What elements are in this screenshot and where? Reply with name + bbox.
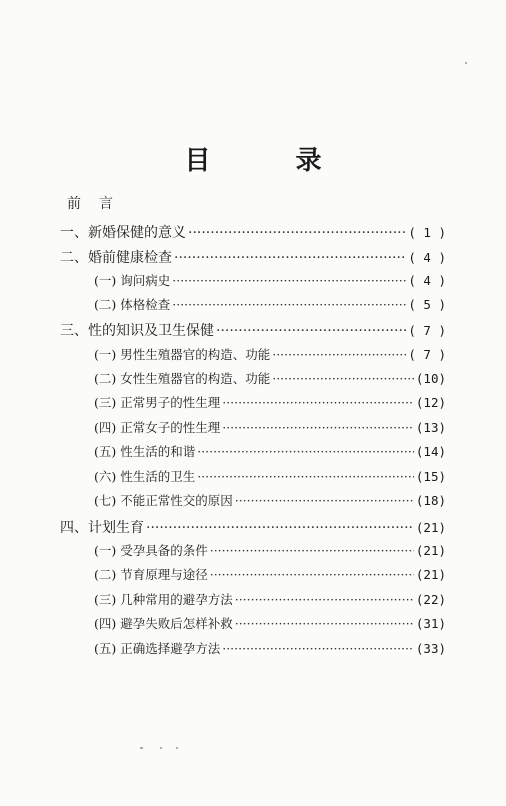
toc-page-number: ( 1 )	[408, 225, 446, 240]
toc-entry	[60, 320, 446, 340]
toc-leader-dots	[172, 297, 406, 312]
toc-page-number: ( 7 )	[408, 347, 446, 362]
toc-entry	[94, 295, 446, 315]
toc-entry-label: (五) 性生活的和谐	[94, 444, 196, 459]
scan-speck	[465, 62, 467, 64]
preface-heading: 前言	[67, 196, 131, 212]
toc-entry-label: 一、新婚保健的意义	[60, 225, 186, 241]
toc-entry-label: (一) 受孕具备的条件	[94, 543, 208, 558]
toc-leader-dots	[222, 641, 414, 656]
toc-entry-label: (一) 询问病史	[94, 273, 171, 288]
toc-entry	[94, 565, 446, 585]
scan-speck	[176, 747, 178, 749]
toc-page-number: ( 4 )	[408, 250, 446, 265]
toc-leader-dots	[172, 273, 406, 288]
toc-page-number: (31)	[415, 616, 446, 631]
page-title: 目 录	[184, 146, 360, 176]
toc-page-number: ( 7 )	[408, 323, 446, 338]
toc-entry	[60, 222, 446, 242]
toc-entry	[94, 271, 446, 291]
toc-leader-dots	[272, 347, 406, 362]
toc-entry	[60, 247, 446, 267]
toc-leader-dots	[235, 493, 414, 508]
toc-entry-label: (七) 不能正常性交的原因	[94, 493, 233, 508]
toc-entry	[94, 541, 446, 561]
toc-entry	[60, 517, 446, 537]
toc-entry-label: (六) 性生活的卫生	[94, 469, 196, 484]
toc-page-number: (22)	[415, 592, 446, 607]
toc-page-number: (21)	[415, 520, 446, 535]
toc-leader-dots	[272, 371, 414, 386]
toc-leader-dots	[188, 225, 406, 241]
toc-entry	[94, 393, 446, 413]
toc-page-number: (18)	[415, 493, 446, 508]
toc-page-number: (21)	[415, 543, 446, 558]
toc-page-number: (12)	[415, 395, 446, 410]
toc-entry-label: 三、性的知识及卫生保健	[60, 323, 214, 339]
toc-page-number: (21)	[415, 567, 446, 582]
toc-page-number: (14)	[415, 444, 446, 459]
toc-entry	[94, 590, 446, 610]
toc-entry-label: (三) 正常男子的性生理	[94, 395, 221, 410]
toc-leader-dots	[235, 592, 414, 607]
toc-entry	[94, 345, 446, 365]
toc-leader-dots	[210, 567, 414, 582]
toc-entry-label: (五) 正确选择避孕方法	[94, 641, 221, 656]
toc-entry-label: (二) 体格检查	[94, 297, 171, 312]
toc-leader-dots	[235, 616, 414, 631]
toc-entry-label: (三) 几种常用的避孕方法	[94, 592, 233, 607]
scan-speck	[160, 747, 162, 749]
toc-page-number: ( 5 )	[408, 297, 446, 312]
toc-entry-label: (四) 正常女子的性生理	[94, 420, 221, 435]
toc-page-number: (10)	[415, 371, 446, 386]
toc-entry-label: (一) 男性生殖器官的构造、功能	[94, 347, 271, 362]
toc-page-number: (15)	[415, 469, 446, 484]
toc-leader-dots	[146, 520, 414, 536]
toc-leader-dots	[210, 543, 414, 558]
toc-entry	[94, 491, 446, 511]
toc-entry-label: (四) 避孕失败后怎样补救	[94, 616, 233, 631]
toc-page-number: (33)	[415, 641, 446, 656]
toc-leader-dots	[197, 469, 414, 484]
toc-entry-label: 四、计划生育	[60, 520, 144, 536]
toc-leader-dots	[222, 395, 414, 410]
scan-speck	[140, 747, 143, 749]
toc-page-number: ( 4 )	[408, 273, 446, 288]
toc-leader-dots	[222, 420, 414, 435]
toc-page-number: (13)	[415, 420, 446, 435]
toc-leader-dots	[197, 444, 414, 459]
toc-entry-label: (二) 节育原理与途径	[94, 567, 208, 582]
toc-entry	[94, 467, 446, 487]
toc-entry	[94, 639, 446, 659]
toc-entry-label: (二) 女性生殖器官的构造、功能	[94, 371, 271, 386]
toc-leader-dots	[174, 250, 406, 266]
toc-entry	[94, 442, 446, 462]
toc-entry	[94, 369, 446, 389]
toc-entry-label: 二、婚前健康检查	[60, 250, 172, 266]
toc-leader-dots	[216, 323, 406, 339]
toc-entry	[94, 614, 446, 634]
toc-entry	[94, 418, 446, 438]
